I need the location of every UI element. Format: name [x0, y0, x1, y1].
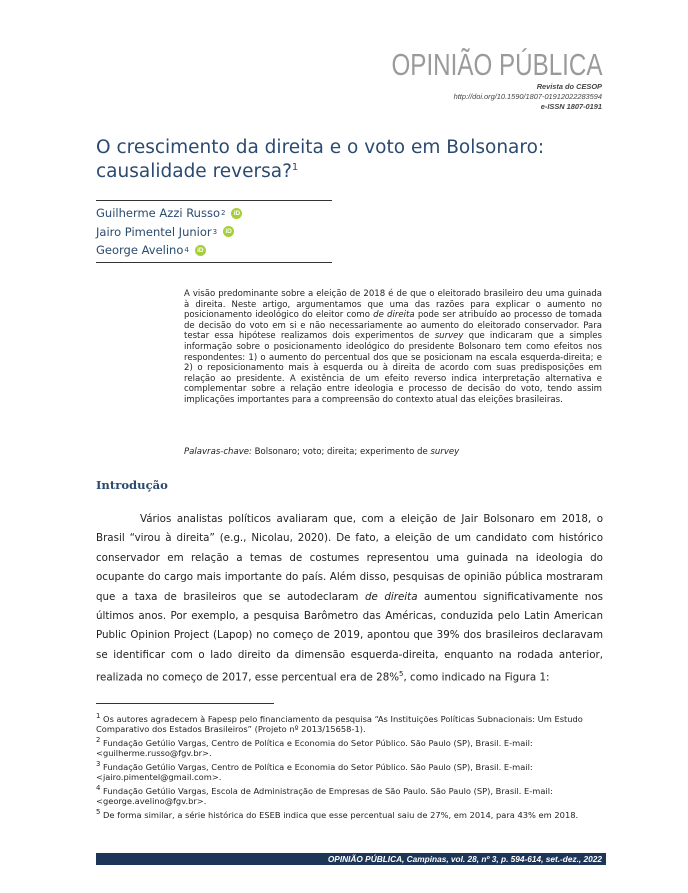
footnote-text: Fundação Getúlio Vargas, Centro de Política e Economia do Setor Público. São Paulo (SP), Brasil. E-mail: <jairo.pimentel@gmail.com>.	[96, 761, 533, 783]
abstract-text: que indicaram que a simples informação sobre o posicionamento ideológico do presidente Bolsonaro tem como efeitos nos respondentes: 1) o aumento do percentual dos que se posicionam na escala esquerda-direita; e 2) o reposicionamento mais à esquerda ou à direita de acordo com suas predisposições em relação ao presidente. A existência de um efeito reverso indica interpretação alternativa e complementar sobre a relação entre ideologia e processo de decisão do voto, tendo assim implicações importantes para a compreensão do contexto atual das eleições brasileiras.	[184, 331, 603, 405]
author-list	[96, 204, 242, 260]
article-title	[96, 136, 616, 184]
journal-issn: e-ISSN 1807-0191	[540, 102, 602, 111]
orcid-icon[interactable]: iD	[195, 245, 206, 256]
journal-logo: OPINIÃO PÚBLICA	[391, 47, 602, 82]
article-title-text: O crescimento da direita e o voto em Bolsonaro: causalidade reversa?	[96, 137, 545, 182]
footnote-text: Os autores agradecem à Fapesp pelo financiamento da pesquisa “As Instituições Políticas Subnacionais: Um Estudo Comparativo dos Estados Brasileiros” (Projeto nº 2013/15658-1).	[96, 713, 583, 735]
footer-citation: OPINIÃO PÚBLICA, Campinas, vol. 28, nº 3, p. 594-614, set.-dez., 2022	[96, 853, 606, 865]
keywords-emphasis: survey	[430, 447, 460, 457]
keywords-label: Palavras-chave:	[184, 447, 252, 457]
body-footnote-ref[interactable]: 5	[399, 670, 404, 679]
footnotes	[96, 711, 606, 821]
keywords	[184, 447, 602, 458]
footnote-item	[96, 807, 606, 820]
footnote-text: Fundação Getúlio Vargas, Escola de Administração de Empresas de São Paulo. São Paulo (SP), Brasil. E-mail: <george.avelino@fgv.br>.	[96, 786, 553, 807]
footnote-item	[96, 783, 606, 807]
footnote-item	[96, 711, 606, 735]
author-item: Jairo Pimentel Junior 3 iD	[96, 223, 242, 242]
footnote-item	[96, 735, 606, 759]
journal-meta	[332, 82, 602, 112]
footnote-number: 4	[96, 784, 101, 793]
title-footnote-ref[interactable]: 1	[291, 161, 299, 173]
footnote-divider	[96, 703, 274, 704]
author-name: Jairo Pimentel Junior	[96, 224, 212, 239]
abstract-emphasis: de direita	[373, 310, 415, 321]
footnote-item	[96, 759, 606, 783]
author-item: George Avelino 4 iD	[96, 241, 242, 260]
footnote-number: 1	[96, 712, 101, 720]
journal-doi-link[interactable]: http://doi.org/10.1590/1807-01912022283594	[453, 92, 602, 101]
authors-divider	[96, 262, 332, 263]
abstract-emphasis: survey	[434, 331, 464, 342]
journal-brand	[332, 48, 602, 112]
abstract-text: pode ser atribuído ao processo de tomada de decisão do voto em si e não necessariamente ao aumento do eleitorado conservador. Para testar essa hipótese realizamos dois experimentos de	[184, 310, 602, 342]
footnote-text: De forma similar, a série histórica do ESEB indica que esse percentual saiu de 27%, em 2014, para 43% em 2018.	[100, 810, 579, 821]
keywords-text: Bolsonaro; voto; direita; experimento de	[251, 447, 431, 457]
author-name: Guilherme Azzi Russo	[96, 206, 220, 220]
journal-subtitle: Revista do CESOP	[536, 82, 602, 91]
abstract	[184, 289, 602, 406]
body-text: aumentou significativamente nos últimos anos. Por exemplo, a pesquisa Barômetro das Américas, conduzida pelo Latin American Public Opinion Project (Lapop) no começo de 2019, apontou que 39% dos brasileiros declaravam se identificar com o lado direito da dimensão esquerda-direita, enquanto na rodada anterior, realizada no começo de 2017, esse percentual era de 28%	[96, 590, 604, 684]
footnote-number: 5	[96, 808, 101, 817]
body-text: Vários analistas políticos avaliaram que, com a eleição de Jair Bolsonaro em 2018, o Brasil “virou à direita” (e.g., Nicolau, 2020). De fato, a eleição de um candidato com histórico conservador em relação a temas de costumes representou uma guinada na ideologia do ocupante do cargo mais importante do país. Além disso, pesquisas de opinião pública mostraram que a taxa de brasileiros que se autodeclaram	[96, 513, 603, 603]
orcid-icon[interactable]: iD	[223, 226, 234, 237]
footnote-text: Fundação Getúlio Vargas, Centro de Política e Economia do Setor Público. São Paulo (SP), Brasil. E-mail: <guilherme.russo@fgv.br>.	[96, 737, 533, 759]
orcid-icon[interactable]: iD	[231, 208, 242, 219]
body-emphasis: de direita	[364, 590, 418, 603]
footnote-number: 3	[96, 760, 101, 769]
body-paragraph	[96, 510, 603, 688]
author-item: Guilherme Azzi Russo 2 iD	[96, 204, 242, 223]
section-heading: Introdução	[96, 478, 168, 492]
footnote-number: 2	[96, 736, 101, 745]
title-divider	[96, 200, 332, 201]
author-name: George Avelino	[96, 243, 184, 257]
abstract-text: A visão predominante sobre a eleição de 2018 é de que o eleitorado brasileiro deu uma guinada à direita. Neste artigo, argumentamos que uma das razões para explicar o aumento no posicionamento ideológico do eleitor como	[184, 289, 602, 321]
body-text: , como indicado na Figura 1:	[403, 671, 550, 684]
